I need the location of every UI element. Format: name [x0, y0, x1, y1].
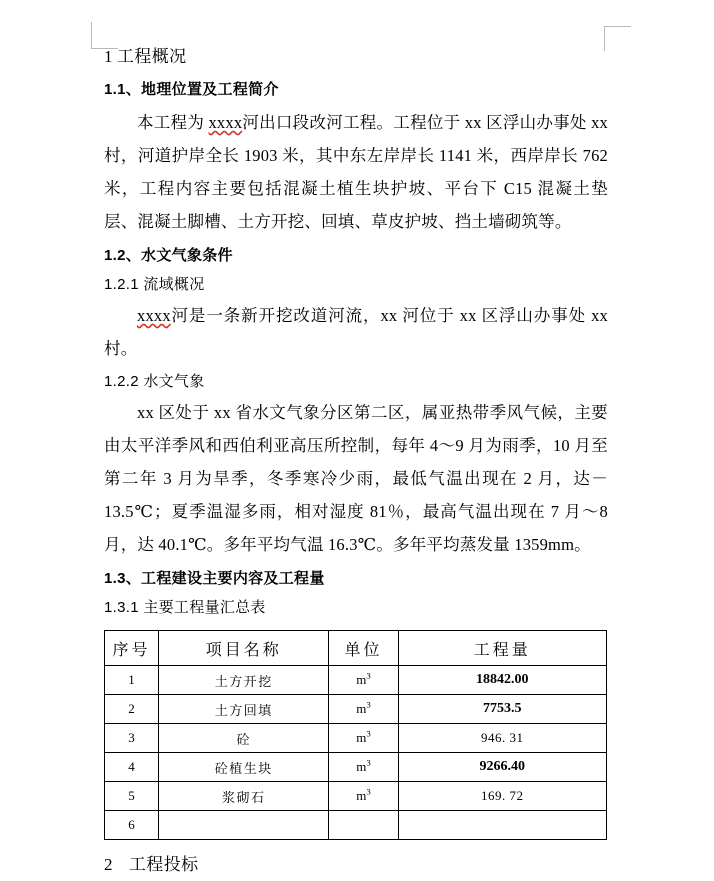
table-row — [105, 811, 607, 840]
table-cell-unit: $m^3$ — [329, 724, 398, 753]
table-cell-unit: $m^3$ — [329, 753, 398, 782]
table-cell-name: 砼 — [159, 724, 329, 753]
table-row — [105, 782, 607, 811]
table-header-name: 项目名称 — [159, 631, 329, 666]
table-cell-no: 6 — [105, 811, 159, 840]
table-cell-quantity: 18842.00 — [398, 666, 606, 695]
table-cell-unit: $m^3$ — [329, 782, 398, 811]
heading-1-2-1-basin-overview: 1.2.1 流域概况 — [104, 276, 205, 293]
table-cell-unit — [329, 811, 398, 840]
heading-2-project-bidding — [104, 852, 608, 878]
table-cell-quantity: 946. 31 — [398, 724, 606, 753]
table-cell-name — [159, 811, 329, 840]
table-header-no: 序号 — [105, 631, 159, 666]
table-cell-quantity: 7753.5 — [398, 695, 606, 724]
heading-1-title: 工程概况 — [116, 47, 187, 66]
heading-1-3-main-content: 1.3、工程建设主要内容及工程量 — [104, 570, 325, 587]
heading-1-2-hydrology: 1.2、水文气象条件 — [104, 247, 233, 264]
heading-2-number: 2 — [104, 855, 113, 874]
table-cell-name: 砼植生块 — [159, 753, 329, 782]
heading-1-3-1-quantity-table: 1.3.1 主要工程量汇总表 — [104, 599, 266, 616]
table-body — [105, 666, 607, 840]
paragraph-1-2-1 — [104, 299, 608, 365]
table-row — [105, 724, 607, 753]
table-cell-no: 1 — [105, 666, 159, 695]
table-header-unit: 单位 — [329, 631, 398, 666]
paragraph-1-2-1-body: 河是一条新开挖改道河流，xx 河位于 xx 区浮山办事处 xx 村。 — [104, 306, 608, 358]
table-row — [105, 695, 607, 724]
heading-1-number: 1 — [104, 47, 113, 66]
table-cell-no: 5 — [105, 782, 159, 811]
heading-2-title: 工程投标 — [128, 855, 199, 874]
heading-1-1-location: 1.1、地理位置及工程简介 — [104, 81, 279, 98]
paragraph-1-1-prefix: 本工程为 — [137, 113, 209, 132]
heading-1-project-overview — [104, 44, 608, 70]
table-cell-quantity: 9266.40 — [398, 753, 606, 782]
table-header-row — [105, 631, 607, 666]
table-cell-name: 土方开挖 — [159, 666, 329, 695]
table-row — [105, 753, 607, 782]
table-cell-no: 2 — [105, 695, 159, 724]
table-cell-quantity: 169. 72 — [398, 782, 606, 811]
table-cell-no: 3 — [105, 724, 159, 753]
table-cell-no: 4 — [105, 753, 159, 782]
paragraph-1-1 — [104, 106, 608, 238]
table-cell-name: 浆砌石 — [159, 782, 329, 811]
table-cell-unit: $m^3$ — [329, 695, 398, 724]
heading-1-2-2-hydro-meteorology: 1.2.2 水文气象 — [104, 373, 205, 390]
document-content — [104, 44, 608, 878]
table-row — [105, 666, 607, 695]
table-cell-name: 土方回填 — [159, 695, 329, 724]
quantity-summary-table — [104, 630, 607, 840]
table-cell-unit: $m^3$ — [329, 666, 398, 695]
spellcheck-placeholder-river-name: xxxx — [208, 113, 243, 132]
paragraph-1-2-2: xx 区处于 xx 省水文气象分区第二区，属亚热带季风气候，主要由太平洋季风和西伯利亚高压所控制，每年 4～9 月为雨季，10 月至第二年 3 月为旱季，冬季寒冷少雨，最低气温出现在 2 月，达－13.5℃；夏季温湿多雨，相对湿度 81％，最高气温出现在 7 月～8 月，达 40.1℃。多年平均气温 16.3℃。多年平均蒸发量 1359mm。 — [104, 403, 608, 554]
paragraph-1-1-body: 河出口段改河工程。工程位于 xx 区浮山办事处 xx 村，河道护岸全长 1903 米，其中东左岸岸长 1141 米，西岸岸长 762 米，工程内容主要包括混凝土植生块护坡、平台下 C15 混凝土垫层、混凝土脚槽、土方开挖、回填、草皮护坡、挡土墙砌筑等。 — [104, 113, 609, 231]
crop-mark-top-right-icon — [604, 26, 631, 51]
table-header-qty: 工程量 — [398, 631, 606, 666]
table-head — [105, 631, 607, 666]
spellcheck-placeholder-river-name-2: xxxx — [137, 306, 171, 325]
table-cell-quantity — [398, 811, 606, 840]
